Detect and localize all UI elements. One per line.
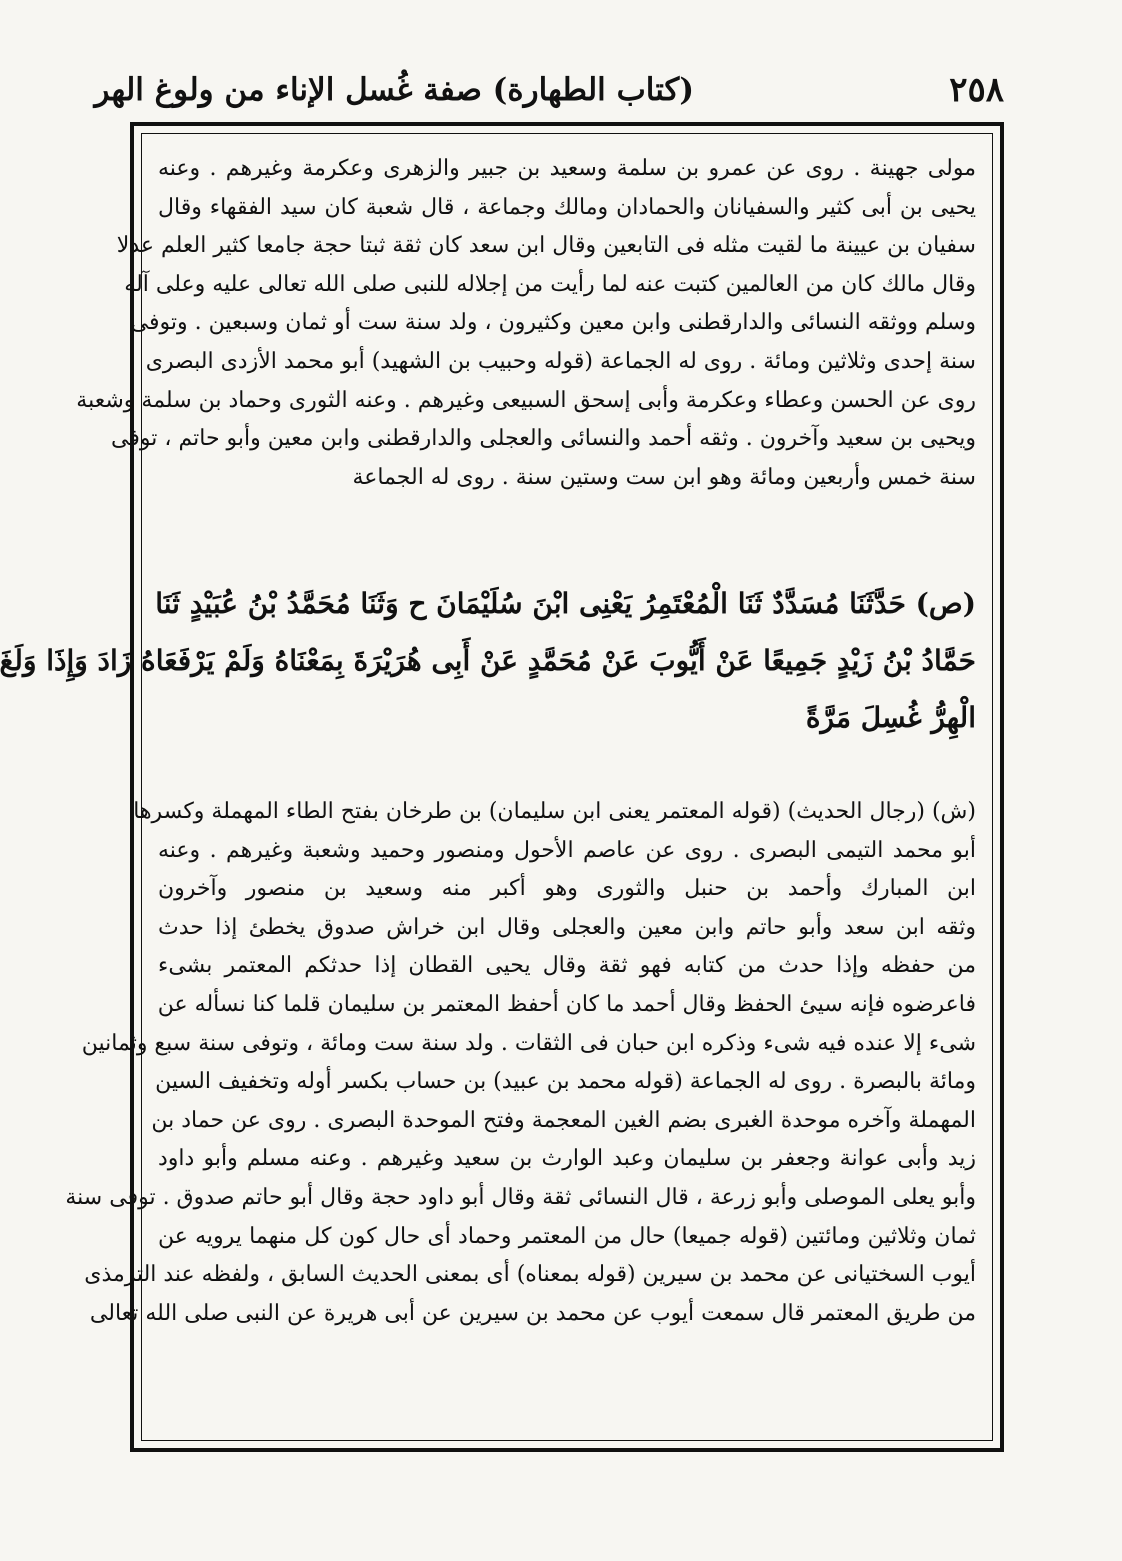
- text-line: شىء إلا عنده فيه شىء وذكره ابن حبان فى الثقات . ولد سنة ست ومائة ، وتوفى سنة سبع وثمانين: [81, 1030, 976, 1056]
- text-line: ابن المبارك وأحمد بن حنبل والثورى وهو أكبر منه وسعيد بن منصور وآخرون: [158, 876, 976, 902]
- page-header: [94, 68, 1004, 120]
- text-line: فاعرضوه فإنه سيئ الحفظ وقال أحمد ما كان أحفظ المعتمر بن سليمان قلما كنا نسأله عن: [157, 991, 976, 1017]
- text-line: روى عن الحسن وعطاء وعكرمة وأبى إسحق السبيعى وغيرهم . وعنه الثورى وحماد بن سلمة وشعبة: [76, 387, 976, 413]
- text-line: من حفظه وإذا حدث من كتابه فهو ثقة وقال يحيى القطان إذا حدثكم المعتمر بشىء: [158, 953, 976, 979]
- text-line: يحيى بن أبى كثير والسفيانان والحمادان ومالك وجماعة ، قال شعبة كان سيد الفقهاء وقال: [158, 194, 976, 220]
- hadith-line: حَمَّادُ بْنُ زَيْدٍ جَمِيعًا عَنْ أَيُّوبَ عَنْ مُحَمَّدٍ عَنْ أَبِى هُرَيْرَةَ بِمَعْنَاهُ وَلَمْ يَرْفَعَاهُ زَادَ وَإِذَا وَلَغَ: [0, 644, 976, 677]
- text-line: سنة إحدى وثلاثين ومائة . روى له الجماعة (قوله وحبيب بن الشهيد) أبو محمد الأزدى البصرى: [145, 348, 976, 374]
- hadith-text-block: [0, 575, 976, 746]
- text-line: من طريق المعتمر قال سمعت أيوب عن محمد بن سيرين عن أبى هريرة عن النبى صلى الله تعالى: [89, 1300, 976, 1326]
- narrator-biography-block: [76, 150, 976, 497]
- text-line: ثمان وثلاثين ومائتين (قوله جميعا) حال من المعتمر وحماد أى حال كون كل منهما يرويه عن: [158, 1223, 976, 1249]
- text-line: وسلم ووثقه النسائى والدارقطنى وابن معين وكثيرون ، ولد سنة ست أو ثمان وسبعين . وتوفى: [130, 310, 976, 336]
- text-line: وثقه ابن سعد وأبو حاتم وابن معين والعجلى وقال ابن خراش صدوق يخطئ إذا حدث: [158, 914, 976, 940]
- text-line: أيوب السختيانى عن محمد بن سيرين (قوله بمعناه) أى بمعنى الحديث السابق ، ولفظه عند الترمذى: [84, 1262, 976, 1288]
- running-title: (كتاب الطهارة) صفة غُسل الإناء من ولوغ الهر: [94, 72, 694, 108]
- text-line: أبو محمد التيمى البصرى . روى عن عاصم الأحول ومنصور وحميد وشعبة وغيرهم . وعنه: [158, 837, 976, 863]
- commentary-block: [65, 793, 976, 1333]
- text-line: المهملة وآخره موحدة الغبرى بضم الغين المعجمة وفتح الموحدة البصرى . روى عن حماد بن: [151, 1107, 976, 1133]
- text-line: ويحيى بن سعيد وآخرون . وثقه أحمد والنسائى والعجلى والدارقطنى وابن معين وأبو حاتم ، توفى: [111, 426, 976, 452]
- hadith-line: (ص) حَدَّثَنَا مُسَدَّدٌ ثَنَا الْمُعْتَمِرُ يَعْنِى ابْنَ سُلَيْمَانَ ح وَثَنَا مُحَمَّدُ بْنُ عُبَيْدٍ ثَنَا: [155, 587, 976, 620]
- text-line: مولى جهينة . روى عن عمرو بن سلمة وسعيد بن جبير والزهرى وعكرمة وغيرهم . وعنه: [158, 156, 976, 181]
- text-line: وأبو يعلى الموصلى وأبو زرعة ، قال النسائى ثقة وقال أبو داود حجة وقال أبو حاتم صدوق . توفى سنة: [65, 1184, 976, 1210]
- text-line: وقال مالك كان من العالمين كتبت عنه لما رأيت من إجلاله للنبى صلى الله تعالى عليه وعلى آله: [124, 271, 976, 297]
- text-line: ومائة بالبصرة . روى له الجماعة (قوله محمد بن عبيد) بن حساب بكسر أوله وتخفيف السين: [155, 1069, 976, 1095]
- page-number: ٢٥٨: [949, 70, 1004, 110]
- text-line: زيد وأبى عوانة وجعفر بن سليمان وعبد الوارث بن سعيد وغيرهم . وعنه مسلم وأبو داود: [158, 1146, 976, 1172]
- text-line: (ش) (رجال الحديث) (قوله المعتمر يعنى ابن سليمان) بن طرخان بفتح الطاء المهملة وكسرها: [133, 799, 976, 824]
- hadith-line: الْهِرُّ غُسِلَ مَرَّةً: [805, 701, 976, 734]
- text-line: سنة خمس وأربعين ومائة وهو ابن ست وستين سنة . روى له الجماعة: [352, 464, 976, 490]
- text-line: سفيان بن عيينة ما لقيت مثله فى التابعين وقال ابن سعد كان ثقة ثبتا حجة جامعا كثير العلم عدلا: [116, 233, 976, 259]
